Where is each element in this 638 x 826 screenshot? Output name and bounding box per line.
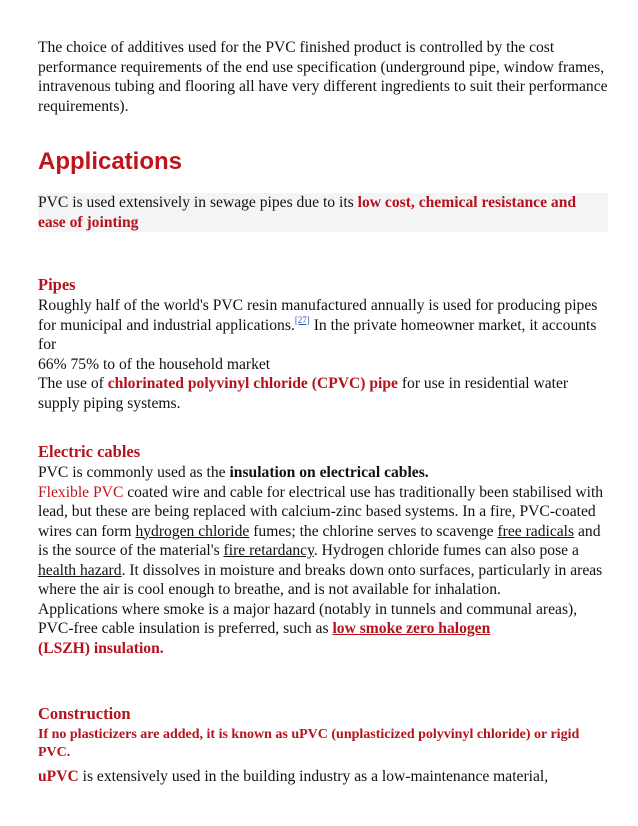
cables-p-text-5: . It dissolves in moisture and breaks down onto surfaces, particularly in areas where the air is cool enough to breathe, and is not available for inhalation. [38, 561, 603, 598]
applications-heading: Applications [38, 148, 183, 175]
applications-lead [38, 193, 608, 232]
pipes-paragraph-1 [38, 296, 608, 355]
free-radicals-link[interactable]: free radicals [497, 522, 575, 540]
hydrogen-chloride-link[interactable]: hydrogen chloride [135, 522, 250, 540]
cables-heading: Electric cables [38, 442, 141, 461]
lszh-link[interactable]: low smoke zero halogen [332, 620, 491, 637]
cables-paragraph [38, 483, 608, 600]
applications-lead-text: PVC is used extensively in sewage pipes due to its [38, 194, 358, 211]
applications-lead-highlight: low cost, chemical resistance and ease of jointing [38, 194, 577, 231]
cables-line-1 [38, 463, 608, 483]
applications-lead-box [38, 193, 608, 232]
construction-note-text: If no plasticizers are added, it is known as uPVC (unplasticized polyvinyl chloride) or rigid PVC. [38, 727, 580, 760]
pipes-paragraph-2: 66% 75% to of the household market [38, 355, 271, 373]
lszh-tail: (LSZH) insulation. [38, 639, 164, 657]
fire-retardancy-link[interactable]: fire retardancy [223, 542, 314, 559]
smoke-text: Applications where smoke is a major hazard (notably in tunnels and communal areas), PVC-free cable insulation is preferred, such as [38, 600, 578, 637]
smoke-paragraph [38, 600, 608, 659]
upvc-paragraph [38, 767, 608, 787]
construction-note [38, 726, 608, 762]
cables-section [38, 463, 608, 658]
upvc-term: uPVC [38, 768, 79, 785]
pipes-heading: Pipes [38, 275, 76, 294]
cables-p-text-1: coated wire and cable for electrical use has traditionally been stabilised with lead, but these are being replaced with calcium-zinc based systems. In a fire, PVC-coated wires can form [38, 483, 604, 540]
pipes-paragraph-3 [38, 374, 608, 413]
pipes-p1-cont: In the private homeowner market, it accounts for [38, 316, 597, 353]
upvc-line [38, 767, 608, 787]
upvc-text: is extensively used in the building industry as a low-maintenance material, [78, 768, 549, 785]
pipes-p3-a: The use of [38, 375, 108, 392]
flexible-pvc-text: Flexible PVC [38, 483, 124, 501]
pipes-section [38, 296, 608, 413]
cables-p-text-4: . Hydrogen chloride fumes can also pose a [313, 542, 579, 559]
cpvc-highlight: chlorinated polyvinyl chloride (CPVC) pipe [107, 375, 398, 392]
pipes-p1-text: Roughly half of the world's PVC resin manufactured annually is used for producing pipes for municipal and industrial applications. [38, 297, 598, 334]
cables-l1-text: PVC is commonly used as the [38, 464, 230, 481]
cables-p-text-3: and is the source of the material's [38, 522, 601, 559]
health-hazard-link[interactable]: health hazard [38, 561, 122, 579]
intro-text: The choice of additives used for the PVC finished product is controlled by the cost performance requirements of the end use specification (underground pipe, window frames, intravenous tubing and flooring all have very different ingredients to suit their performance requirements). [38, 39, 608, 115]
pipes-p3-b: for use in residential water supply piping systems. [38, 375, 569, 412]
cables-p-text-2: fumes; the chlorine serves to scavenge [249, 522, 498, 540]
construction-heading: Construction [38, 704, 131, 723]
intro-paragraph [38, 38, 608, 116]
reference-link-27[interactable]: [27] [294, 314, 310, 325]
cables-l1-bold: insulation on electrical cables. [229, 464, 429, 481]
